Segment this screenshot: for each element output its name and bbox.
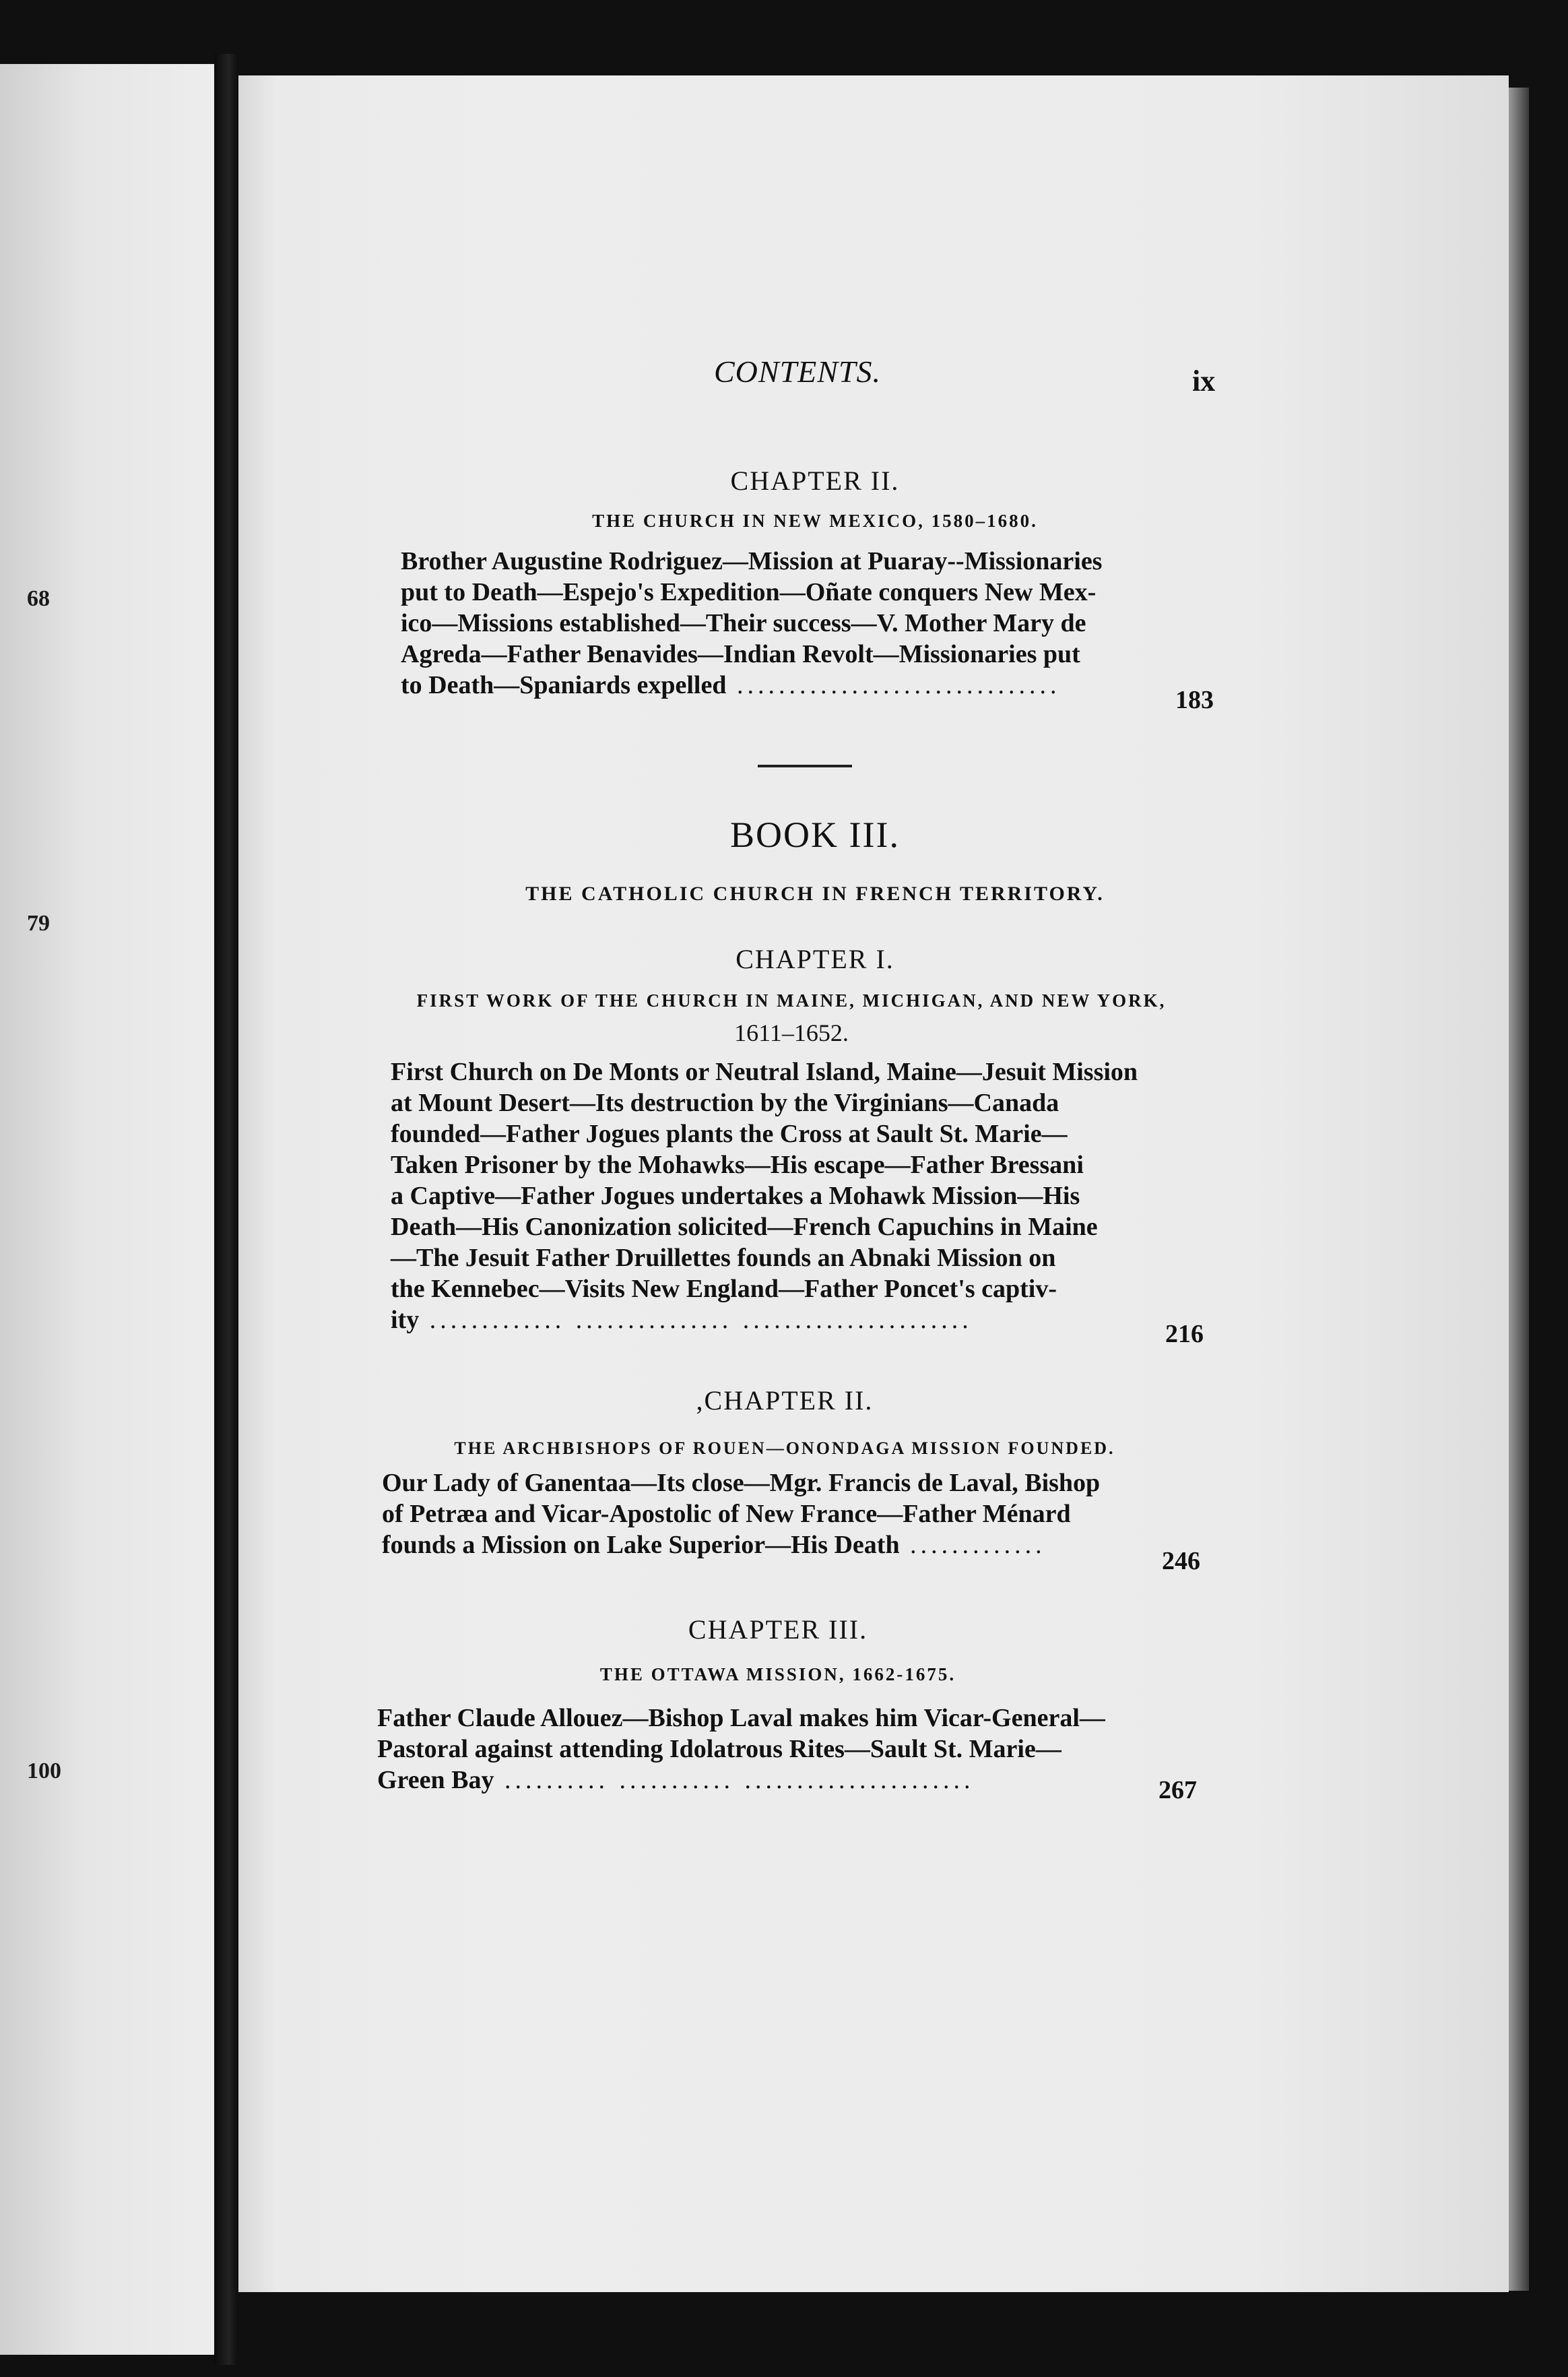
previous-page-strip bbox=[0, 64, 214, 2355]
previous-page-number: 68 bbox=[27, 586, 50, 611]
book-heading: BOOK III. bbox=[730, 815, 900, 855]
page-reference: 267 bbox=[1158, 1776, 1197, 1804]
summary-line: Brother Augustine Rodriguez—Mission at Puaray--Missionaries bbox=[401, 547, 1103, 575]
summary-line: Agreda—Father Benavides—Indian Revolt—Missionaries put bbox=[401, 640, 1080, 668]
summary-line-last: ity ............. ............... ...................... bbox=[391, 1306, 973, 1334]
book-subtitle: THE CATHOLIC CHURCH IN FRENCH TERRITORY. bbox=[525, 883, 1105, 905]
summary-line: founded—Father Jogues plants the Cross at Sault St. Marie— bbox=[391, 1120, 1068, 1148]
section-divider bbox=[758, 765, 852, 767]
chapter-subtitle: FIRST WORK OF THE CHURCH IN MAINE, MICHIGAN, AND NEW YORK, bbox=[416, 990, 1167, 1011]
chapter-heading: CHAPTER I. bbox=[736, 944, 894, 974]
summary-line: First Church on De Monts or Neutral Island, Maine—Jesuit Mission bbox=[391, 1058, 1138, 1086]
summary-line: a Captive—Father Jogues undertakes a Mohawk Mission—His bbox=[391, 1182, 1080, 1210]
chapter-summary bbox=[391, 1056, 1196, 1335]
chapter-heading: CHAPTER II. bbox=[730, 466, 900, 496]
chapter-summary bbox=[382, 1467, 1187, 1560]
running-title: CONTENTS. bbox=[714, 354, 882, 389]
previous-page-number: 100 bbox=[27, 1758, 61, 1783]
page-folio: ix bbox=[1192, 365, 1216, 398]
summary-line: —The Jesuit Father Druillettes founds an Abnaki Mission on bbox=[391, 1244, 1056, 1272]
summary-line-last: to Death—Spaniards expelled ............................... bbox=[401, 671, 1061, 699]
chapter-subtitle: THE CHURCH IN NEW MEXICO, 1580–1680. bbox=[592, 511, 1038, 531]
page-reference: 246 bbox=[1162, 1547, 1200, 1575]
chapter-summary bbox=[377, 1703, 1182, 1796]
summary-line: put to Death—Espejo's Expedition—Oñate conquers New Mex- bbox=[401, 578, 1097, 606]
page-reference: 216 bbox=[1165, 1320, 1204, 1348]
summary-line: Pastoral against attending Idolatrous Rites—Sault St. Marie— bbox=[377, 1735, 1061, 1763]
summary-line-last: Green Bay .......... ........... ...................... bbox=[377, 1766, 975, 1794]
summary-line: Our Lady of Ganentaa—Its close—Mgr. Francis de Laval, Bishop bbox=[382, 1469, 1101, 1497]
summary-line: of Petræa and Vicar-Apostolic of New France—Father Ménard bbox=[382, 1500, 1071, 1528]
summary-line: at Mount Desert—Its destruction by the Virginians—Canada bbox=[391, 1089, 1059, 1117]
page-gutter bbox=[214, 54, 238, 2365]
page-edge-shadow bbox=[1509, 88, 1529, 2291]
summary-line: Death—His Canonization solicited—French Capuchins in Maine bbox=[391, 1213, 1098, 1241]
chapter-summary bbox=[401, 546, 1209, 701]
summary-line: the Kennebec—Visits New England—Father Poncet's captiv- bbox=[391, 1275, 1057, 1303]
summary-line: ico—Missions established—Their success—V. Mother Mary de bbox=[401, 609, 1086, 637]
previous-page-number: 79 bbox=[27, 911, 50, 936]
chapter-subtitle-dates: 1611–1652. bbox=[734, 1019, 849, 1046]
summary-line: Father Claude Allouez—Bishop Laval makes him Vicar-General— bbox=[377, 1704, 1105, 1732]
chapter-heading: CHAPTER III. bbox=[688, 1614, 868, 1645]
chapter-subtitle: THE ARCHBISHOPS OF ROUEN—ONONDAGA MISSION FOUNDED. bbox=[454, 1438, 1115, 1458]
page-reference: 183 bbox=[1175, 686, 1214, 714]
chapter-subtitle: THE OTTAWA MISSION, 1662-1675. bbox=[599, 1664, 956, 1684]
chapter-heading: ,CHAPTER II. bbox=[696, 1385, 874, 1416]
summary-line: Taken Prisoner by the Mohawks—His escape—Father Bressani bbox=[391, 1151, 1084, 1179]
summary-line-last: founds a Mission on Lake Superior—His Death ............. bbox=[382, 1531, 1046, 1559]
